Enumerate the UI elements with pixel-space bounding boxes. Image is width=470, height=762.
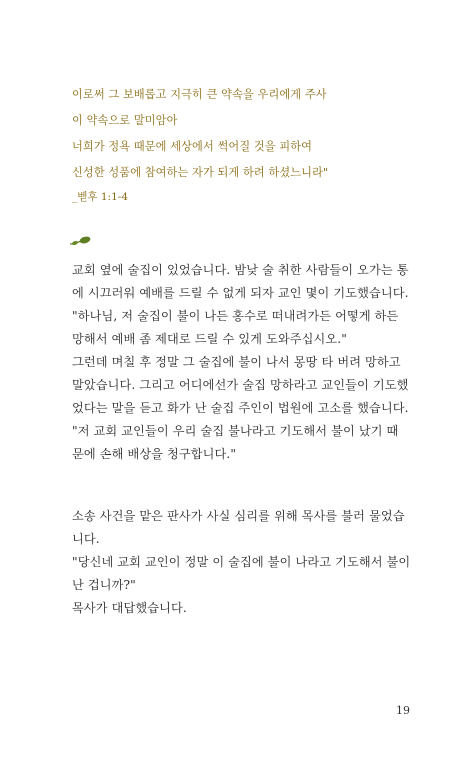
text-line: "저 교회 교인들이 우리 술집 불나라고 기도해서 불이 났기 때: [72, 424, 399, 438]
text-line: 난 겁니까?": [72, 578, 136, 592]
text-line: 문에 손해 배상을 청구합니다.": [72, 447, 237, 461]
paragraph-gap: [72, 466, 422, 505]
text-line: 었다는 말을 듣고 화가 난 술집 주인이 법원에 고소를 했습니다.: [72, 401, 409, 415]
text-line: 니다.: [72, 532, 100, 546]
text-line: 망해서 예배 좀 제대로 드릴 수 있게 도와주십시오.": [72, 332, 347, 346]
text-line: 에 시끄러워 예배를 드릴 수 없게 되자 교인 몇이 기도했습니다.: [72, 286, 409, 300]
text-line: 말았습니다. 그리고 어디에선가 술집 망하라고 교인들이 기도했: [72, 378, 409, 392]
quote-line: 너희가 정욕 때문에 세상에서 썩어질 것을 피하여: [72, 140, 313, 153]
scripture-reference: _벧후 1:1-4: [72, 191, 129, 203]
text-line: 교회 옆에 술집이 있었습니다. 밤낮 술 취한 사람들이 오가는 통: [72, 263, 409, 277]
leaf-sprig-icon: [68, 234, 94, 248]
text-line: 소송 사건을 맡은 판사가 사실 심리를 위해 목사를 불러 물었습: [72, 509, 405, 523]
quote-line: 신성한 성품에 참여하는 자가 되게 하려 하셨느니라": [72, 166, 329, 179]
quote-line: 이 약속으로 말미암아: [72, 114, 178, 127]
text-line: 목사가 대답했습니다.: [72, 601, 187, 615]
text-line: "하나님, 저 술집이 불이 나든 홍수로 떠내려가든 어떻게 하든: [72, 309, 399, 323]
quote-line: 이로써 그 보배롭고 지극히 큰 약속을 우리에게 주사: [72, 88, 327, 101]
scripture-quote: [72, 82, 432, 204]
text-line: "당신네 교회 교인이 정말 이 술집에 불이 나라고 기도해서 불이: [72, 555, 411, 569]
page-number: 19: [396, 704, 410, 717]
body-text: [72, 259, 422, 620]
text-line: 그런데 며칠 후 정말 그 술집에 불이 나서 몽땅 타 버려 망하고: [72, 355, 401, 369]
